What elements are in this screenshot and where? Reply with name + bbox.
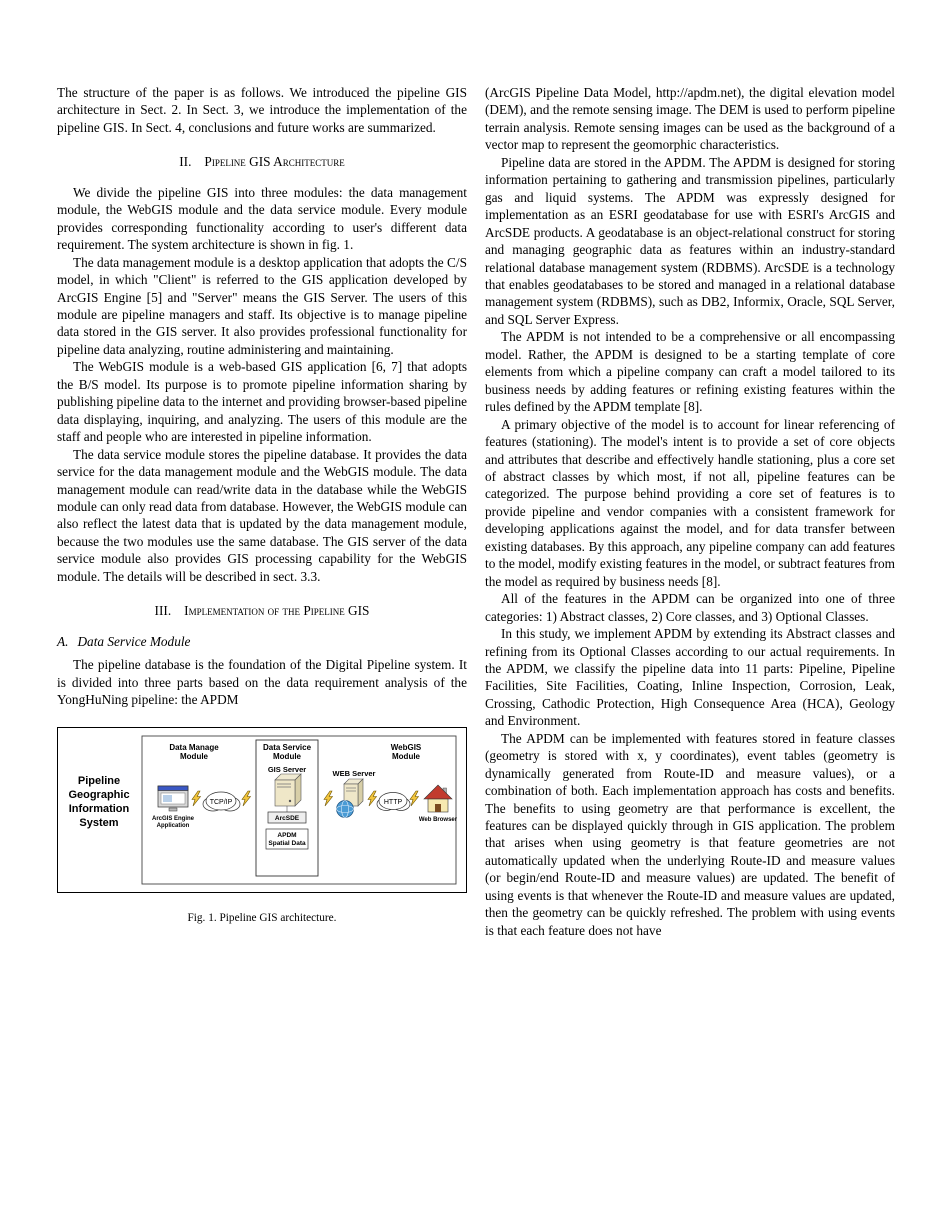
svg-text:Module: Module [180, 751, 208, 761]
web-server-label: WEB Server [332, 768, 376, 778]
paragraph: The pipeline database is the foundation of the Digital Pipeline system. It is divided into three parts based on the data requirement analysis of the YongHuNing pipeline: the APDM [57, 657, 467, 708]
svg-text:Module: Module [273, 751, 301, 761]
svg-text:Data Service: Data Service [262, 742, 312, 752]
section-heading-ii [57, 153, 467, 170]
paragraph: The APDM is not intended to be a comprehensive or all encompassing model. Rather, the APDM is designed to be a starting template of core elements from which a pipeline company can craft a model tailored to its business needs by adding features or refining existing features within the rules defined by the APDM template [8]. [485, 329, 895, 415]
lightning-icon [192, 791, 201, 806]
http-label: HTTP [383, 798, 403, 806]
system-label-line: Pipeline [77, 774, 121, 787]
apdm-spatial-data-box [266, 829, 308, 849]
svg-text:Module: Module [392, 751, 420, 761]
lightning-icon [324, 791, 333, 806]
svg-text:Application: Application [156, 822, 190, 829]
svg-text:ArcGIS Engine: ArcGIS Engine [151, 815, 195, 822]
arcsde-label: ArcSDE [274, 814, 300, 822]
svg-text:Spatial Data: Spatial Data [268, 839, 306, 847]
right-column [485, 84, 895, 939]
paragraph: (ArcGIS Pipeline Data Model, http://apdm.net), the digital elevation model (DEM), and the remote sensing image. The DEM is used to perform pipeline terrain analysis. Remote sensing images can be used as the background of a vector map to represent the geomorphic characteristics. [485, 85, 895, 153]
paragraph: In this study, we implement APDM by extending its Abstract classes and refining from its Optional Classes according to our actual requirements. In the APDM, we classify the pipeline data into 11 parts: Pipeline, Pipeline Facilities, Site Facilities, Coating, Inline Inspection, Corrosion, Leak, Crossing, Cathodic Protection, High Consequence Area (HCA), Geology and Environment. [485, 626, 895, 729]
http-cloud [377, 792, 410, 810]
lightning-icon [410, 791, 419, 806]
section-heading-iii [57, 602, 467, 619]
paragraph: All of the features in the APDM can be organized into one of three categories: 1) Abstract classes, 2) Core classes, and 3) Optional Classes. [485, 591, 895, 624]
web-server-icon [337, 779, 364, 818]
paragraph: A primary objective of the model is to account for linear referencing of features (stationing). The model's intent is to provide a set of core objects and attributes that describe and effectively handle stationing, plus a core set of abstract classes by which most, if not all, pipeline features can be categorized. The purpose behind providing a core set of features is to provide pipeline and vendor companies with a consistent framework for developing applications against the model, and for data transfer between existing databases. By this approach, any pipeline company can add features to the model, modify existing features in the model, or subtract features from the model as required by business needs [8]. [485, 416, 895, 589]
arcsde-box [268, 812, 306, 823]
figure-box [57, 727, 467, 893]
gis-server-label: GIS Server [267, 764, 307, 774]
webgis-module-label [391, 743, 422, 761]
figure-caption: Fig. 1. Pipeline GIS architecture. [187, 911, 337, 924]
lightning-icon [242, 791, 251, 806]
arcgis-app-label [152, 816, 195, 829]
two-column-content [57, 84, 895, 939]
system-label-line: Geographic [68, 788, 130, 801]
tcpip-label: TCP/IP [209, 798, 233, 806]
globe-icon [337, 800, 354, 817]
paragraph: The WebGIS module is a web-based GIS application [6, 7] that adopts the B/S model. Its purpose is to promote pipeline information sharing by publishing pipeline data to the internet and providing browser-based pipeline data displaying, inquiring, and analyzing. The users of this module are the staff and people who are interested in pipeline information. [57, 359, 467, 445]
paragraph: The APDM can be implemented with features stored in feature classes (geometry is stored with x, y coordinates), event tables (geometry is dynamically generated from Route-ID and measure values), or a combination of both. Each implementation approach has costs and benefits. The benefits to using geometry are that performance is excellent, the features can be displayed quickly through in GIS application. The problem that arises when using geometry is that feature geometries are not automatically updated when the underlying Route-ID and measure values (or begin/end Route-ID and measure values) are updated. The benefit of using events is that whenever the Route-ID and measure values are updated, then the geometry can be quickly refreshed. The problem with using events is that each feature does not have [485, 730, 895, 938]
data-manage-module-label [169, 743, 219, 761]
section-title: Pipeline GIS Architecture [204, 154, 345, 170]
svg-text:WebGIS: WebGIS [390, 742, 422, 752]
system-label-line: Information [68, 802, 130, 815]
figure-1 [57, 727, 467, 927]
subsection-letter: A. [57, 633, 69, 649]
section-number: II. [179, 154, 192, 170]
lightning-icon [368, 791, 377, 806]
svg-text:APDM: APDM [277, 831, 297, 839]
paragraph: The data service module stores the pipeline database. It provides the data service for the data management module and the WebGIS module. The data management module can read/write data in the database while the WebGIS module can only read data from database. However, the WebGIS module can also reflect the latest data that is updated by the data management module, because the two modules use the same database. The GIS server of the data service module also provides GIS processing capability for the WebGIS module. The details will be described in sect. 3.3. [57, 446, 467, 584]
section-title: Implementation of the Pipeline GIS [184, 603, 370, 619]
computer-icon [158, 786, 188, 811]
system-label-line: System [79, 816, 119, 829]
house-icon [424, 785, 452, 812]
subsection-heading-a [57, 633, 467, 650]
server-icon [275, 774, 301, 806]
paragraph: We divide the pipeline GIS into three modules: the data management module, the WebGIS module and the data service module. Every module provides corresponding functionality according to user's different data requirement. The system architecture is shown in fig. 1. [57, 184, 467, 253]
web-browser-label: Web Browser [418, 816, 458, 823]
subsection-title: Data Service Module [77, 633, 191, 649]
tcpip-cloud [203, 792, 240, 811]
paragraph: The structure of the paper is as follows. We introduced the pipeline GIS architecture in Sect. 2. In Sect. 3, we introduce the implementation of the pipeline GIS. In Sect. 4, conclusions and future works are summarized. [57, 85, 467, 135]
pipeline-gis-architecture-diagram [58, 728, 466, 892]
svg-text:Data Manage: Data Manage [169, 742, 219, 752]
section-number: III. [154, 603, 172, 619]
paragraph: The data management module is a desktop application that adopts the C/S model, in which "Client" is referred to the GIS application developed by ArcGIS Engine [5] and "Server" means the GIS Server. The users of this module are pipeline managers and staff. Its objective is to manage pipeline data stored in the GIS server. It also provides professional functionality for pipeline data analyzing, routine administering and maintaining. [57, 254, 467, 357]
system-label [68, 775, 129, 829]
left-column [57, 84, 467, 939]
paragraph: Pipeline data are stored in the APDM. The APDM is designed for storing information pertaining to gathering and transmission pipelines, particularly gas and liquid systems. The APDM was expressly designed for implementation as an ESRI geodatabase for use with ESRI's ArcGIS and ArcSDE products. A geodatabase is an object-relational construct for storing and managing geographic data as features within an industry-standard relational database management system (RDBMS). ArcSDE is a technology that enables geodatabases to be stored and managed in a relational database management system (RDBMS), such as DB2, Informix, Oracle, SQL Server, and SQL Server Express. [485, 154, 895, 327]
